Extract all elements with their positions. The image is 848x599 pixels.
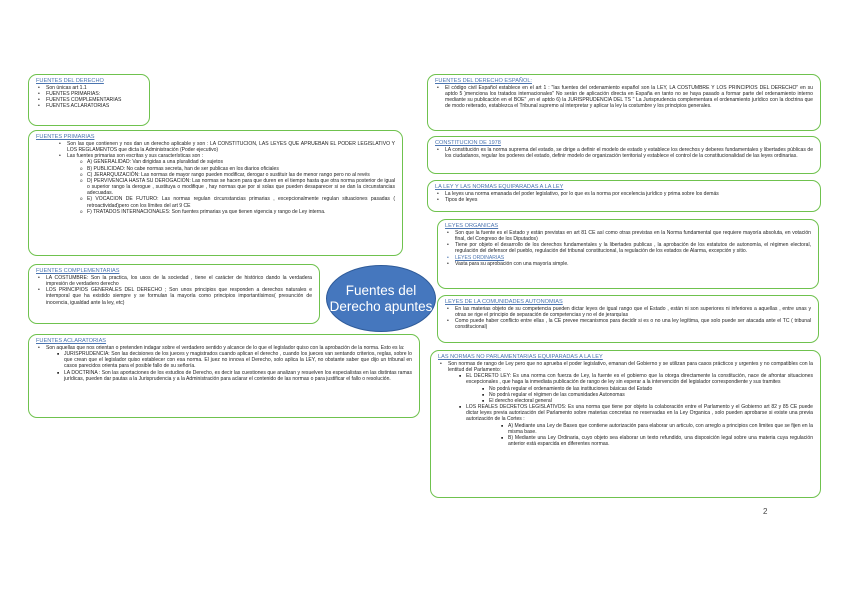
fuentes-derecho-box (28, 74, 150, 126)
list-item: • Como puede haber conflicto entre ellas , la CE prevee mecanismos para decidir si es o no una ley legítima, que solo puede ser atacada ante el TC ( tribunal constitucional) (445, 318, 811, 330)
center-title-ellipse (326, 265, 436, 332)
characteristic-item: o F) TRATADOS INTERNACIONALES: Son fuentes primarias ya que tienen vigencia y rango de Ley interna. (80, 209, 395, 215)
list-item: • LOS PRINCIPIOS GENERALES DEL DERECHO ; Son unos principios que responden a derechos naturales e intemporal que ha existido siempre y se formulan la mayoría como principios importantísimos( presunción de inocencia, igualdad ante la ley, etc) (36, 287, 312, 305)
list-item: • En las materias objeto de su competencia pueden dictar leyes de igual rango que el Estado , están ni son superiores ni inferiores a aquellas , entre unas y otras se rige el principio de separación de competencias y no el de jerarquías (445, 306, 811, 318)
decreto-sub-item: ■ No podrá regular el régimen de las comunidades Autonomas (482, 392, 813, 398)
list-item: • Tipos de leyes (435, 197, 813, 203)
leyes-ordinarias-title: • LEYES ORDINARIAS (445, 255, 811, 261)
list-item: • FUENTES ACLARATORIAS (36, 103, 142, 109)
ley-normas-box (427, 180, 821, 212)
no-parlamentarias-intro: • Son normas de rango de Ley pero que no aprueba el poder legislativo, emanan del Gobierno y se utilizan para casos prácticos y urgentes y no compatibles con la lentitud del Parlamento: (438, 361, 813, 373)
no-parlamentarias-box (430, 350, 821, 498)
list-item: • Tiene por objeto el desarrollo de los derechos fundamentales y la libertades publicas , la aprobación de los estatutos de autonomía, el régimen electoral, regulación del defensor del pueblo, regulación del tribunal constitucional, la regulación de los estados de Alarma, excepción y sitio. (445, 242, 811, 254)
leyes-organicas-title: LEYES ORGANICAS (445, 223, 499, 229)
decreto-ley-item: ■ EL DECRETO LEY: Es una norma con fuerza de Ley, la fuente es el gobierno que la otorga directamente la constitución, nace de afrontar situaciones excepcionales , que haga la inmediata publicación de rango de ley sin esperar a la intervención del legislador correspondiente y sus tramites (459, 373, 813, 385)
decretos-legislativos-item: ■ LOS REALES DECRETOS LEGISLATIVOS: Es una norma que tiene por objeto la colaboración entre el Parlamento y el Gobierno art 82 y 85 CE puede dictar leyes previa autorización del Parlamento sobre materias concretas no reservadas en la Ley Organica , solo pueden aprobarse si existe una previa autorización de la Cortes : (459, 404, 813, 422)
decreto-sub-item: ■ No podrá regular el ordenamiento de las instituciones básicas del Estado (482, 386, 813, 392)
constitucion-box (427, 136, 821, 174)
fuentes-primarias-box (28, 130, 403, 256)
fuentes-espanol-title: FUENTES DEL DERECHO ESPAÑOL: (435, 78, 532, 84)
fuentes-espanol-box (427, 74, 821, 131)
list-item: • Son que la fuente es el Estado y están previstas en art 81 CE así como otras previstas en la Norma fundamental que requiere mayoría absoluta, en votación final, del Congreso de los Diputados) (445, 230, 811, 242)
page-number: 2 (763, 507, 768, 516)
legislativos-sub-item: ■ A) Mediante una Ley de Bases que contiene autorización para elaborar un articulo, con arreglo a principios con limites que se fijen en la misma base. (501, 423, 813, 435)
list-item: ■ LA DOCTRINA : Son las aportaciones de los estudios de Derecho, es decir las cuestiones que analizan y resuelven los especialistas en las distintas ramas jurídicas, pueden dar pautas a la Jurisprudencia y a la Administración para aclarar el contenido de las normas o para justificar el fallo o resolución. (57, 370, 412, 382)
characteristic-item: o D) PERVIVENCIA HASTA SU DEROGACION: Las normas se hacen para que duren en el tiempo hasta que otra norma posterior de igual o superior rango la derogue , sustituya o modifique , hay normas que por si solas que pueden desaparecer si se dan la circunstancias adecuadas. (80, 178, 395, 196)
list-item: • FUENTES PRIMARIAS: (36, 91, 142, 97)
comunidades-title: LEYES DE LA COMUNIDADES AUTONOMIAS (445, 299, 563, 305)
aclaratorias-intro: • Son aquellas que nos orientan o pretenden indagar sobre el verdadero sentido y alcance de lo que el legislador quiso con la aprobación de la norma. Esto es la: (36, 345, 412, 351)
list-item: • La leyes una norma emanada del poder legislativo, por lo que es la norma por excelencia jurídico y prima sobre los demás (435, 191, 813, 197)
constitucion-title: CONSTITUCION DE 1978 (435, 140, 501, 146)
list-item: • Vasta para su aprobación con una mayoría simple. (445, 261, 811, 267)
fuentes-complementarias-box (28, 264, 320, 324)
list-item: ■ JURISPRUDENCIA: Son las decisiones de los jueces y magistrados cuando aplican el derecho , cuando los jueces van sentando criterios, reglas, sobre lo que crean que el legislador quiso establecer con esa norma. El juez no innova el Derecho, solo aplica la LEY, no obstante saber que dijo un tribunal en casos parecidos orienta para el posible fallo de su señoría. (57, 351, 412, 369)
comunidades-box (437, 295, 819, 343)
primarias-chars-intro: • Las fuentes primarias son escritas y sus características son : (57, 153, 395, 159)
characteristic-item: o E) VOCACION DE FUTURO: Las normas regulan circunstancias primarias , excepcionalmente regulan situaciones pasadas ( retroactividad)pero con los límites del art 9 CE (80, 196, 395, 208)
list-item: • Son únicas art 1.1 (36, 85, 142, 91)
list-item: • LA COSTUMBRE: Son la practica, los usos de la sociedad , tiene el carácter de histórico dando la verdadera impresión de verdadero derecho (36, 275, 312, 287)
fuentes-complementarias-title: FUENTES COMPLEMENTARIAS (36, 268, 120, 274)
center-title: Fuentes del Derecho apuntes (329, 282, 433, 314)
fuentes-aclaratorias-title: FUENTES ACLARATORIAS (36, 338, 107, 344)
no-parlamentarias-title: LAS NORMAS NO PARLAMENTARIAS EQUIPARADAS A LA LEY (438, 354, 603, 360)
fuentes-primarias-title: FUENTES PRIMARIAS (36, 134, 95, 140)
fuentes-derecho-title: FUENTES DEL DERECHO (36, 78, 104, 84)
leyes-organicas-box (437, 219, 819, 289)
characteristic-item: o B) PUBLICIDAD: No cabe normas secreta, han de ser publicas en los diarios oficiales (80, 166, 395, 172)
list-item: • LA constitución es la norma suprema del estado, se dirige a definir el modelo de estado y establece los derechos y deberes fundamentales y libertades públicas de los ciudadanos, regular los poderes del estado, definir modelo de organización territorial y establece el control de la constitucionalidad de las leyes ordinarias. (435, 147, 813, 159)
characteristic-item: o C) JERARQUIZACIÓN: Las normas de mayor rango pueden modificar, derogar o sustituir las de menor rango pero no al revés (80, 172, 395, 178)
fuentes-aclaratorias-box (28, 334, 420, 418)
list-item: • El código civil Español establece en el art 1 : "las fuentes del ordenamiento español son la LEY, LA COSTUMBRE Y LOS PRINCIPIOS DEL DERECHO" en su aptdo 5 )menciona los tratados internacionales" No serán de aplicación directa en España en tanto no se haya pasado a formar parte del ordenamiento interno mediante su publicación en el BOE" ,en el aptdo 6) la JURISPRUDENCIA DEL TS " La Jurisprudencia complementara el ordenamiento jurídico con la doctrina que de modo reiterado, establezca el Tribunal supremo al interpretar y aplicar la ley la costumbre y los principios generales. (435, 85, 813, 110)
legislativos-sub-item: ■ B) Mediante una Ley Ordinaria, cuyo objeto sea elaborar un texto refundido, una disposición legal sobre una materia cuya regulación anterior está esparcida en diferentes normas. (501, 435, 813, 447)
list-item: • FUENTES COMPLEMENTARIAS (36, 97, 142, 103)
ley-normas-title: LA LEY Y LAS NORMAS EQUIPARADAS A LA LEY (435, 184, 564, 190)
primarias-intro: • Son las que contienen y nos dan un derecho aplicable y son : LA CONSTITUCION, LAS LEYES QUE APRUEBAN EL PODER LEGISLATIVO Y LOS REGLAMENTOS que dicta la Administración (Poder ejecutivo) (57, 141, 395, 153)
decreto-sub-item: ■ El derecho electoral general (482, 398, 813, 404)
characteristic-item: o A) GENERALIDAD: Van dirigidas a una pluralidad de sujetos (80, 159, 395, 165)
